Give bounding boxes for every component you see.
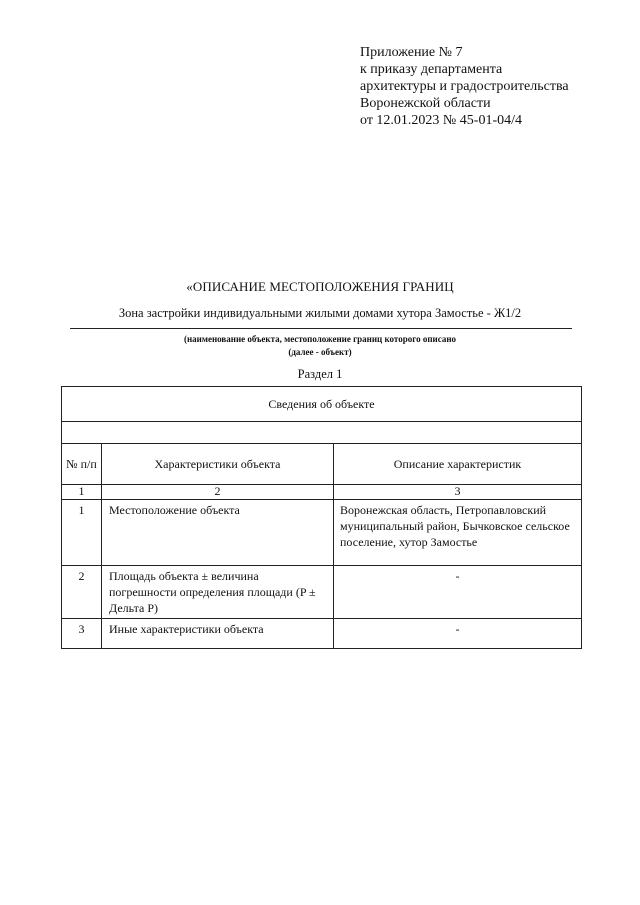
row-number: 1 <box>62 500 102 566</box>
underline-divider <box>70 328 572 329</box>
column-header-num: № п/п <box>62 444 102 485</box>
appendix-reference <box>360 44 630 129</box>
object-name-caption <box>70 333 570 359</box>
table-row <box>62 619 582 649</box>
object-name: Зона застройки индивидуальными жилыми домами хутора Замостье - Ж1/2 <box>118 306 522 320</box>
object-info-table <box>61 386 582 649</box>
table-row <box>62 500 582 566</box>
row-value: - <box>334 566 582 619</box>
column-header-characteristics: Характеристики объекта <box>102 444 334 485</box>
row-number: 3 <box>62 619 102 649</box>
appendix-line: к приказу департамента <box>360 62 503 77</box>
column-number: 1 <box>62 485 102 500</box>
caption-line: (наименование объекта, местоположение границ которого описано <box>183 334 457 344</box>
caption-line: (далее - объект) <box>288 347 352 357</box>
table-empty-row <box>62 422 582 444</box>
row-value: Воронежская область, Петропавловский муниципальный район, Бычковское сельское поселение, хутор Замостье <box>334 500 582 566</box>
column-number: 3 <box>334 485 582 500</box>
row-number: 2 <box>62 566 102 619</box>
appendix-line: от 12.01.2023 № 45-01-04/4 <box>360 113 523 128</box>
row-characteristic: Площадь объекта ± величина погрешности определения площади (P ± Дельта P) <box>102 566 334 619</box>
row-characteristic: Местоположение объекта <box>102 500 334 566</box>
appendix-line: Приложение № 7 <box>360 45 463 60</box>
row-value: - <box>334 619 582 649</box>
appendix-line: Воронежской области <box>360 96 491 111</box>
table-header: Сведения об объекте <box>62 387 582 422</box>
section-title: Раздел 1 <box>297 367 343 381</box>
column-header-description: Описание характеристик <box>334 444 582 485</box>
document-title: «ОПИСАНИЕ МЕСТОПОЛОЖЕНИЯ ГРАНИЦ <box>186 279 454 294</box>
column-number: 2 <box>102 485 334 500</box>
appendix-line: архитектуры и градостроительства <box>360 79 569 94</box>
table-row <box>62 566 582 619</box>
row-characteristic: Иные характеристики объекта <box>102 619 334 649</box>
